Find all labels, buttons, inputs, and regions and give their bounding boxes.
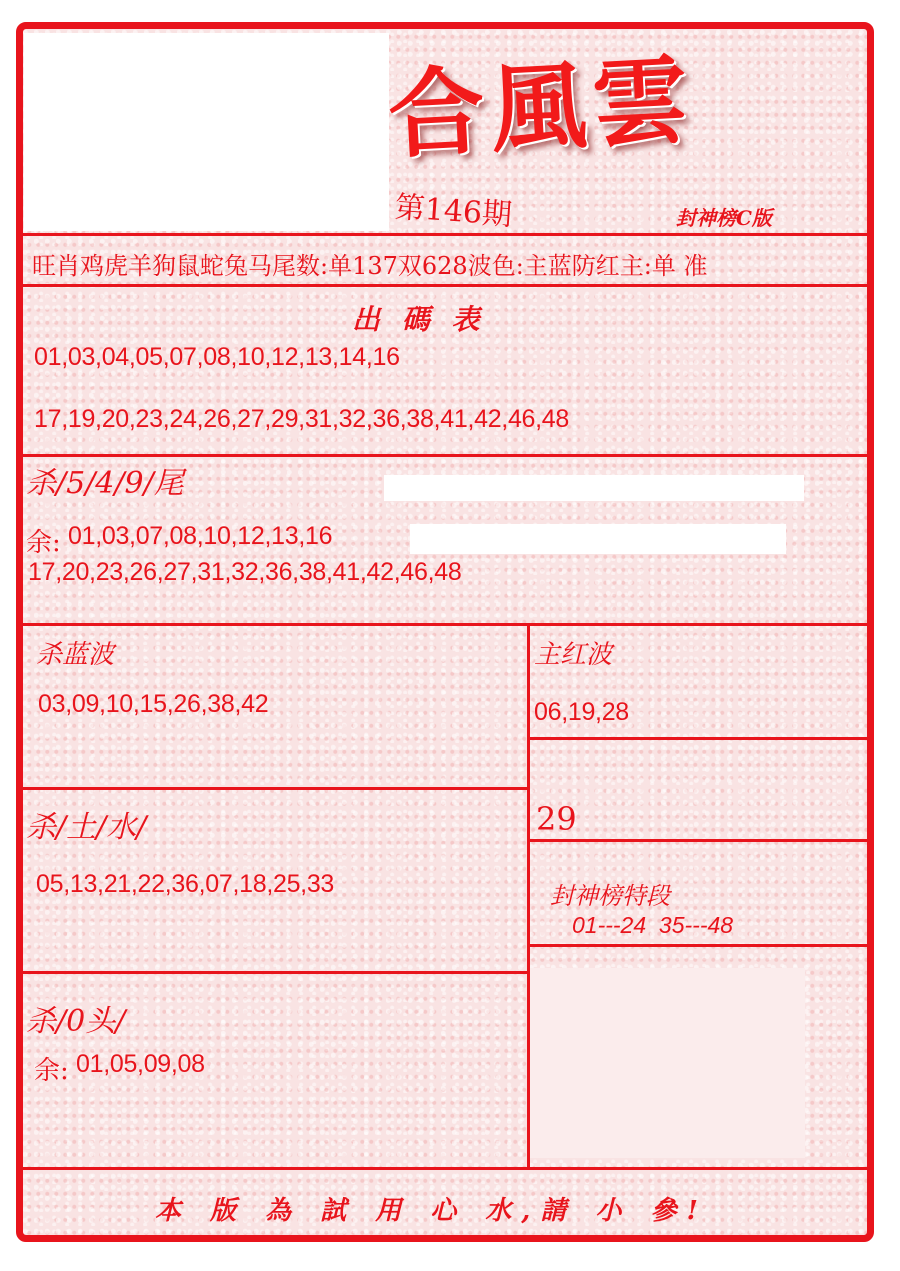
kill-element-numbers: 05,13,21,22,36,07,18,25,33 bbox=[36, 870, 335, 898]
special-number: 29 bbox=[536, 800, 577, 838]
header-blank-panel bbox=[24, 33, 389, 231]
kill-head-numbers: 01,05,09,08 bbox=[76, 1050, 205, 1078]
kill-blue-title: 杀蓝波 bbox=[36, 640, 115, 670]
kill-blue-numbers: 03,09,10,15,26,38,42 bbox=[38, 690, 269, 718]
fengshen-segment-range: 01---24 35---48 bbox=[572, 912, 734, 938]
divider bbox=[21, 971, 528, 974]
info-line: 旺肖鸡虎羊狗鼠蛇兔马尾数:单137双628波色:主蓝防红主:单 准 bbox=[32, 252, 708, 280]
divider bbox=[21, 233, 867, 236]
issue-number: 第146期 bbox=[393, 189, 514, 234]
main-red-numbers: 06,19,28 bbox=[534, 698, 629, 726]
brand-logo: 合風雲 bbox=[385, 43, 698, 172]
code-table-row1: 01,03,04,05,07,08,10,12,13,14,16 bbox=[34, 343, 400, 371]
divider bbox=[528, 839, 867, 842]
divider bbox=[528, 944, 867, 947]
divider bbox=[21, 1167, 867, 1170]
edition-label: 封神榜C版 bbox=[676, 206, 772, 230]
kill-head-title: 杀/0头/ bbox=[26, 1004, 126, 1039]
fengshen-segment-title: 封神榜特段 bbox=[550, 882, 670, 910]
divider bbox=[21, 787, 528, 790]
code-table-row2: 17,19,20,23,24,26,27,29,31,32,36,38,41,42,46,48 bbox=[34, 405, 570, 433]
code-table-title: 出 碼 表 bbox=[352, 303, 486, 336]
kill-element-title: 杀/土/水/ bbox=[26, 810, 147, 845]
blank-strip bbox=[410, 524, 786, 554]
blank-strip bbox=[384, 475, 804, 501]
divider bbox=[21, 284, 867, 287]
footer-note: 本 版 為 試 用 心 水,請 小 參! bbox=[155, 1196, 708, 1226]
kill-tail-title: 杀/5/4/9/尾 bbox=[26, 466, 184, 501]
kill-tail-rest-line2: 17,20,23,26,27,31,32,36,38,41,42,46,48 bbox=[28, 558, 462, 586]
image-placeholder bbox=[530, 968, 805, 1158]
rest-prefix: 余: bbox=[34, 1056, 69, 1086]
kill-tail-rest-line1: 01,03,07,08,10,12,13,16 bbox=[68, 522, 333, 550]
divider bbox=[21, 623, 867, 626]
main-red-title: 主红波 bbox=[534, 640, 613, 670]
divider bbox=[528, 737, 867, 740]
rest-prefix: 余: bbox=[26, 528, 61, 558]
divider bbox=[21, 454, 867, 457]
